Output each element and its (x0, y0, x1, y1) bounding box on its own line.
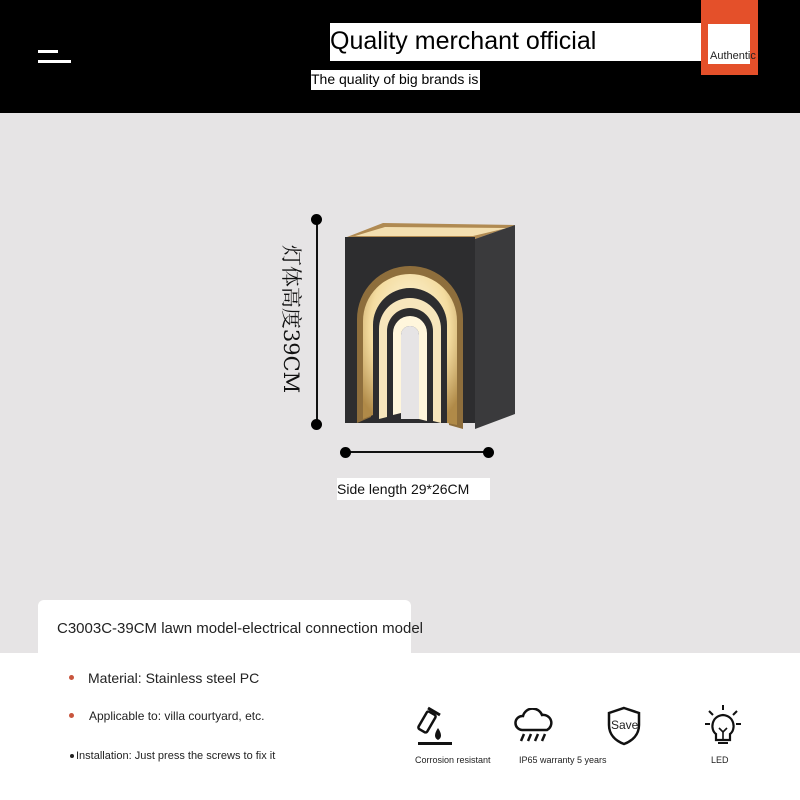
model-title: C3003C-39CM lawn model-electrical connection model (57, 620, 424, 637)
height-label: 灯体高度39CM (279, 244, 303, 394)
title-box (330, 23, 750, 61)
dimension-dot (483, 447, 494, 458)
side-dimension-line (345, 451, 489, 453)
feature-label-ip65: IP65 warranty 5 years (519, 755, 607, 765)
spec-installation: Installation: Just press the screws to fix it (76, 750, 276, 762)
dimension-dot (311, 419, 322, 430)
feature-label-led: LED (711, 755, 729, 765)
led-bulb-icon (704, 704, 742, 750)
corrosion-icon (414, 706, 456, 748)
bullet-icon (69, 713, 74, 718)
lamp-product-image (343, 219, 517, 431)
rain-cloud-icon (514, 708, 554, 744)
dimension-dot (340, 447, 351, 458)
page-title: Quality merchant official (330, 27, 597, 55)
spec-material: Material: Stainless steel PC (88, 670, 260, 686)
badge-label: Authentic (710, 50, 756, 62)
bullet-icon (69, 675, 74, 680)
dimension-dot (311, 214, 322, 225)
feature-label-corrosion: Corrosion resistant (415, 755, 491, 765)
side-length-label: Side length 29*26CM (337, 478, 490, 500)
page-subtitle: The quality of big brands is (311, 70, 480, 90)
bullet-icon (70, 754, 74, 758)
spec-applicable: Applicable to: villa courtyard, etc. (89, 709, 265, 723)
feature-label-save: Save (611, 718, 639, 732)
menu-icon[interactable] (38, 48, 72, 66)
